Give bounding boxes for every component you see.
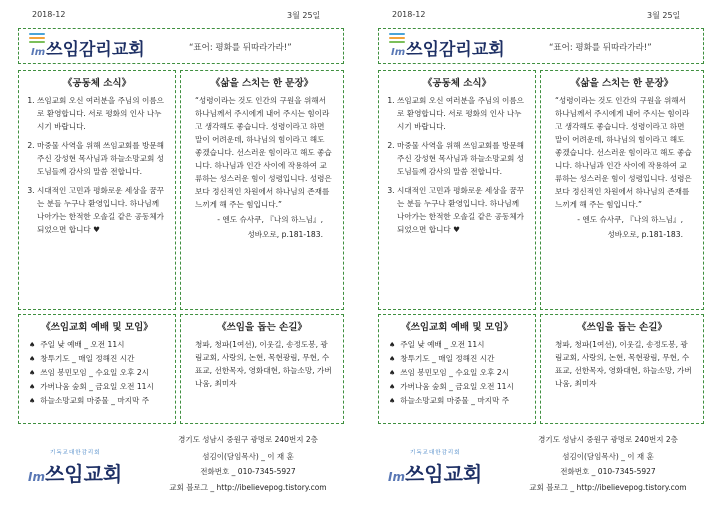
schedule-list	[379, 338, 535, 408]
pastor: 섬김이(담임목사) _ 이 재 훈	[202, 452, 294, 461]
schedule-item	[29, 380, 171, 394]
footer-logo-im: Im	[28, 470, 45, 484]
year-month: 2018-12	[392, 10, 426, 19]
news-list	[379, 94, 535, 236]
spade-icon: ♠	[29, 397, 36, 405]
sentence-title: 《삶을 스치는 한 문장》	[570, 78, 674, 89]
news-title: 《공동체 소식》	[422, 78, 492, 89]
logo-im: Im	[31, 47, 46, 58]
schedule-text: 창투기도 _ 매일 정해진 시간	[400, 354, 495, 363]
news-item: 2. 마중물 사역을 위해 쓰임교회를 방문해 주신 강성현 목사님과 하늘소망교회 성도님들께 감사의 말씀 전합니다.	[397, 139, 527, 178]
schedule-box	[18, 314, 176, 424]
schedule-item	[389, 366, 531, 380]
church-name: 쓰임감리교회	[46, 40, 145, 60]
spade-icon: ♠	[389, 383, 396, 391]
motto: “표어: 평화를 뒤따라가라!”	[549, 43, 652, 53]
quote-publisher: 성바오로, p.181-183.	[607, 230, 683, 239]
spade-icon: ♠	[389, 369, 396, 377]
footer-logo-name: 쓰임교회	[404, 462, 483, 486]
schedule-text: 주일 낮 예배 _ 오전 11시	[400, 340, 485, 349]
footer-logo	[388, 448, 482, 487]
denomination-text: 기독교대한감리회	[50, 450, 101, 456]
date: 3월 25일	[647, 11, 681, 20]
news-title: 《공동체 소식》	[62, 78, 132, 89]
sentence-box	[180, 70, 344, 310]
schedule-text: 쓰임 봉민모임 _ 수요일 오후 2시	[400, 368, 510, 377]
schedule-item	[389, 380, 531, 394]
news-item: 2. 마중물 사역을 위해 쓰임교회를 방문해 주신 강성현 목사님과 하늘소망교회 성도님들께 감사의 말씀 전합니다.	[37, 139, 167, 178]
schedule-item	[29, 366, 171, 380]
header-box	[18, 28, 344, 64]
sentence-title: 《삶을 스치는 한 문장》	[210, 78, 314, 89]
schedule-item	[29, 394, 171, 408]
helpers-text: 청파, 청파(1여선), 이웃길, 송정도봉, 광림교회, 사랑의, 논현, 목현광림, 무현, 수표교, 선한목자, 영화대현, 하늘소망, 가버나움, 최미자	[195, 340, 332, 388]
quote-text: “성령이라는 것도 인간의 구원을 위해서 하나님께서 주시에게 내어 주시는 힘이라고 생각해도 좋습니다. 성령이라고 하면 말이 어려운데, 하나님의 힘이라고 해도 좋겠습니다. 선스러운 힘이라고 해도 좋습니다. 하나님과 인간 사이에 작용하여 교류하는 성스러운 힘이 성령입니다. 성령은 보다 정신적인 차원에서 하나님의 존재를 느끼게 해 주는 힘입니다.”	[555, 96, 692, 209]
spade-icon: ♠	[29, 341, 36, 349]
footer-logo	[28, 448, 122, 487]
schedule-text: 창투기도 _ 매일 정해진 시간	[40, 354, 135, 363]
year-month: 2018-12	[32, 10, 66, 19]
schedule-item	[29, 352, 171, 366]
schedule-text: 가버나움 숲회 _ 금요일 오전 11시	[40, 382, 154, 391]
spade-icon: ♠	[389, 355, 396, 363]
church-logo	[29, 35, 145, 60]
news-box	[378, 70, 536, 310]
header-box	[378, 28, 704, 64]
logo-mark-icon	[29, 31, 41, 43]
news-box	[18, 70, 176, 310]
pastor: 섬김이(담임목사) _ 이 재 훈	[562, 452, 654, 461]
church-logo	[389, 35, 505, 60]
news-item: 1. 쓰임교회 오신 여러분을 주님의 이름으로 환영합니다. 서로 평화의 인사 나누시기 바랍니다.	[397, 94, 527, 133]
spade-icon: ♠	[29, 369, 36, 377]
schedule-item	[29, 338, 171, 352]
quote-publisher: 성바오로, p.181-183.	[247, 230, 323, 239]
helpers-box	[540, 314, 704, 424]
footer-logo-name: 쓰임교회	[44, 462, 123, 486]
schedule-text: 주일 낮 예배 _ 오전 11시	[40, 340, 125, 349]
schedule-text: 가버나움 숲회 _ 금요일 오전 11시	[400, 382, 514, 391]
news-list	[19, 94, 175, 236]
news-item: 3. 시대적인 고민과 평화로운 세상을 꿈꾸는 분들 누구나 환영입니다. 하나님께 나아가는 한적한 오솔길 같은 공동체가 되었으면 합니다 ♥	[37, 184, 167, 236]
bulletin-page-right	[360, 0, 720, 508]
footer-church-name	[28, 458, 122, 487]
schedule-title: 《쓰임교회 예배 및 모임》	[401, 322, 513, 333]
helpers-text: 청파, 청파(1여선), 이웃길, 송정도봉, 광림교회, 사랑의, 논현, 목현광림, 무현, 수표교, 선한목자, 영화대현, 하늘소망, 가버나움, 최미자	[555, 340, 692, 388]
logo-mark-icon	[389, 31, 401, 43]
footer-church-name	[388, 458, 482, 487]
schedule-item	[389, 338, 531, 352]
address: 경기도 성남시 중원구 광명로 240번지 2층	[178, 435, 318, 444]
schedule-text: 하늘소망교회 마중물 _ 마지막 주	[40, 396, 150, 405]
schedule-item	[389, 394, 531, 408]
schedule-title: 《쓰임교회 예배 및 모임》	[41, 322, 153, 333]
denomination-text: 기독교대한감리회	[410, 450, 461, 456]
schedule-box	[378, 314, 536, 424]
quote-text: “성령이라는 것도 인간의 구원을 위해서 하나님께서 주시에게 내어 주시는 힘이라고 생각해도 좋습니다. 성령이라고 하면 말이 어려운데, 하나님의 힘이라고 해도 좋겠습니다. 선스러운 힘이라고 해도 좋습니다. 하나님과 인간 사이에 작용하여 교류하는 성스러운 힘이 성령입니다. 성령은 보다 정신적인 차원에서 하나님의 존재를 느끼게 해 주는 힘입니다.”	[195, 96, 332, 209]
spade-icon: ♠	[389, 397, 396, 405]
phone: 전화번호 _ 010-7345-5927	[560, 467, 656, 476]
quote-source: - 엔도 슈사쿠, 『나의 하느님』,	[217, 215, 323, 224]
footer-logo-im: Im	[388, 470, 405, 484]
quote-source: - 엔도 슈사쿠, 『나의 하느님』,	[577, 215, 683, 224]
motto: “표어: 평화를 뒤따라가라!”	[189, 43, 292, 53]
church-name: 쓰임감리교회	[406, 40, 505, 60]
helpers-box	[180, 314, 344, 424]
spade-icon: ♠	[29, 355, 36, 363]
spade-icon: ♠	[389, 341, 396, 349]
blog-link[interactable]: 교회 블로그 _ http://ibelievepog.tistory.com	[529, 483, 687, 492]
logo-im: Im	[391, 47, 406, 58]
schedule-text: 쓰임 봉민모임 _ 수요일 오후 2시	[40, 368, 150, 377]
schedule-text: 하늘소망교회 마중물 _ 마지막 주	[400, 396, 510, 405]
blog-link[interactable]: 교회 블로그 _ http://ibelievepog.tistory.com	[169, 483, 327, 492]
date: 3월 25일	[287, 11, 321, 20]
address: 경기도 성남시 중원구 광명로 240번지 2층	[538, 435, 678, 444]
news-item: 3. 시대적인 고민과 평화로운 세상을 꿈꾸는 분들 누구나 환영입니다. 하나님께 나아가는 한적한 오솔길 같은 공동체가 되었으면 합니다 ♥	[397, 184, 527, 236]
helpers-title: 《쓰임을 돕는 손길》	[217, 322, 307, 333]
sentence-box	[540, 70, 704, 310]
news-item: 1. 쓰임교회 오신 여러분을 주님의 이름으로 환영합니다. 서로 평화의 인사 나누시기 바랍니다.	[37, 94, 167, 133]
spade-icon: ♠	[29, 383, 36, 391]
schedule-list	[19, 338, 175, 408]
helpers-title: 《쓰임을 돕는 손길》	[577, 322, 667, 333]
phone: 전화번호 _ 010-7345-5927	[200, 467, 296, 476]
schedule-item	[389, 352, 531, 366]
